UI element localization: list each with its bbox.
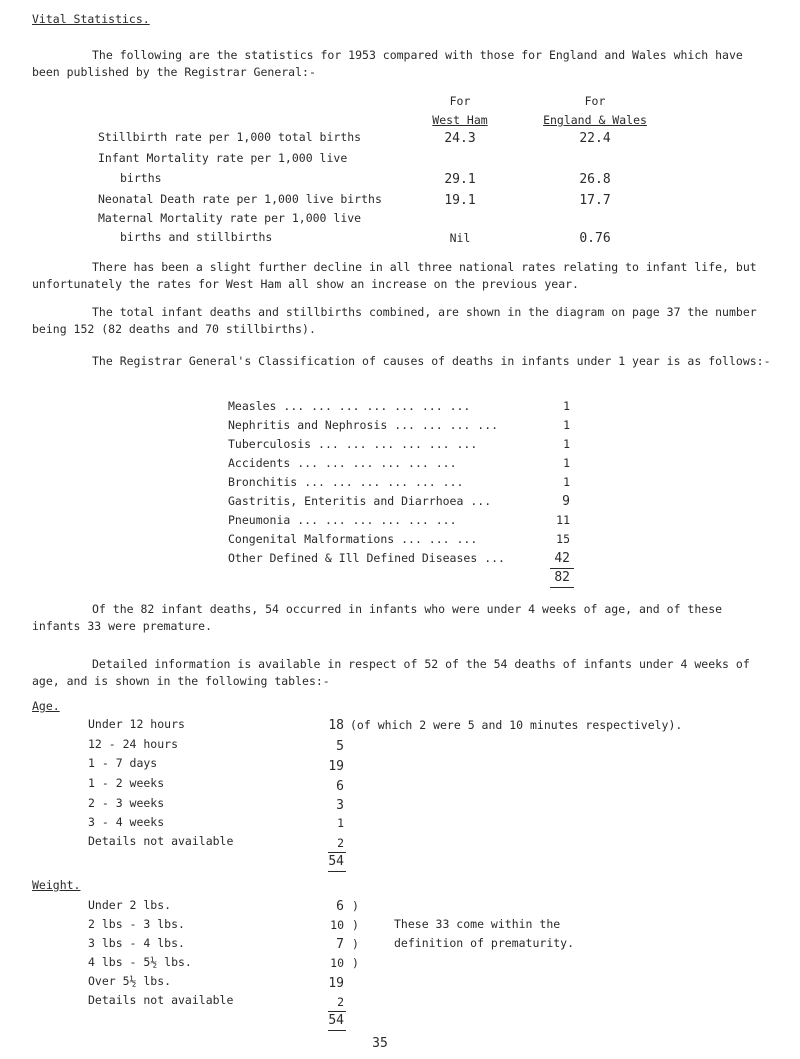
leader-dots: ... ... ... ... ... ...	[297, 456, 457, 470]
weight-row-label: 4 lbs - 5½ lbs.	[88, 955, 192, 969]
weight-heading: Weight.	[32, 878, 81, 892]
list-item	[228, 551, 505, 565]
detailed-paragraph: Detailed information is available in respect of 52 of the 54 deaths of infants under 4 weeks of age, and is shown in the following tables:-	[32, 657, 750, 688]
age-row-count: 1	[337, 816, 344, 830]
prematurity-note-line2: definition of prematurity.	[394, 936, 575, 950]
row-label: Neonatal Death rate per 1,000 live births	[98, 192, 382, 206]
page-number: 35	[372, 1036, 388, 1051]
west-ham-value: Nil	[449, 231, 471, 245]
list-item	[228, 456, 457, 470]
cause-count: 1	[563, 418, 570, 432]
list-item	[228, 437, 477, 451]
list-item	[228, 399, 470, 413]
sum-rule	[328, 1011, 346, 1012]
total-underline	[328, 1030, 346, 1031]
total-underline	[550, 587, 574, 588]
leader-dots: ... ... ... ... ... ...	[304, 475, 464, 489]
cause-count: 9	[562, 494, 570, 509]
row-label: Infant Mortality rate per 1,000 live	[98, 151, 348, 165]
cause-name: Gastritis, Enteritis and Diarrhoea	[228, 494, 464, 508]
weight-row-count: 10	[330, 918, 344, 932]
col1-header-bottom: West Ham	[432, 113, 488, 127]
leader-dots: ... ... ... ... ... ...	[318, 437, 478, 451]
age-row-label: Under 12 hours	[88, 717, 185, 731]
age-row-label: 1 - 7 days	[88, 756, 158, 770]
england-wales-value: 0.76	[579, 231, 611, 246]
list-item	[228, 532, 477, 546]
cause-count: 1	[563, 399, 570, 413]
cause-count: 1	[563, 475, 570, 489]
leader-dots: ...	[470, 494, 492, 508]
weight-row-label: 3 lbs - 4 lbs.	[88, 936, 185, 950]
cause-name: Other Defined & Ill Defined Diseases	[228, 551, 478, 565]
age-row-label: 3 - 4 weeks	[88, 815, 165, 829]
england-wales-value: 17.7	[579, 193, 611, 208]
west-ham-value: 19.1	[444, 193, 476, 208]
age-row-label: 2 - 3 weeks	[88, 796, 165, 810]
list-item	[228, 418, 498, 432]
decline-paragraph: There has been a slight further decline in all three national rates relating to infant life, but unfortunately the rates for West Ham all show an increase on the previous year.	[32, 260, 757, 291]
cause-name: Congenital Malformations	[228, 532, 395, 546]
cause-count: 15	[556, 532, 570, 546]
weight-row-label: Over 5½ lbs.	[88, 974, 172, 988]
england-wales-value: 22.4	[579, 131, 611, 146]
brace: )	[352, 918, 359, 932]
age-row-count: 19	[328, 759, 344, 774]
list-item	[228, 513, 457, 527]
west-ham-value: 24.3	[444, 131, 476, 146]
row-label: Stillbirth rate per 1,000 total births	[98, 130, 362, 144]
total-underline	[328, 871, 346, 872]
age-row-count: 5	[336, 739, 344, 754]
weight-row-label: Under 2 lbs.	[88, 898, 172, 912]
cause-count: 1	[563, 437, 570, 451]
classification-paragraph: The Registrar General's Classification of causes of deaths in infants under 1 year is as follows:-	[92, 354, 771, 368]
leader-dots: ... ... ... ... ... ...	[297, 513, 457, 527]
premature-paragraph: Of the 82 infant deaths, 54 occurred in infants who were under 4 weeks of age, and of these infants 33 were premature.	[32, 602, 723, 633]
weight-row-label: 2 lbs - 3 lbs.	[88, 917, 185, 931]
cause-name: Tuberculosis	[228, 437, 312, 451]
total-deaths-paragraph: The total infant deaths and stillbirths combined, are shown in the diagram on page 37 the number being 152 (82 deaths and 70 stillbirths).	[32, 305, 757, 336]
brace: )	[352, 937, 359, 951]
weight-row-label: Details not available	[88, 993, 234, 1007]
weight-total: 54	[328, 1013, 344, 1028]
weight-row-count: 10	[330, 956, 344, 970]
west-ham-value: 29.1	[444, 172, 476, 187]
sum-rule	[328, 852, 346, 853]
weight-row-count: 6	[336, 899, 344, 914]
age-row-label: 1 - 2 weeks	[88, 776, 165, 790]
prematurity-note-line1: These 33 come within the	[394, 917, 561, 931]
causes-total: 82	[554, 570, 570, 585]
age-heading: Age.	[32, 699, 60, 713]
england-wales-value: 26.8	[579, 172, 611, 187]
cause-name: Pneumonia	[228, 513, 291, 527]
list-item	[228, 475, 463, 489]
cause-name: Nephritis and Nephrosis	[228, 418, 388, 432]
age-row-label: Details not available	[88, 834, 234, 848]
cause-count: 1	[563, 456, 570, 470]
col2-header-bottom: England & Wales	[543, 113, 647, 127]
cause-count: 42	[554, 551, 570, 566]
intro-paragraph: The following are the statistics for 1953 compared with those for England and Wales which have been published by the Registrar General:-	[32, 48, 743, 79]
col2-header-top: For	[584, 94, 606, 108]
brace: )	[352, 899, 359, 913]
leader-dots: ... ... ...	[401, 532, 478, 546]
leader-dots: ... ... ... ...	[394, 418, 499, 432]
age-row-count: 6	[336, 779, 344, 794]
age-total: 54	[328, 854, 344, 869]
weight-row-count: 2	[337, 995, 344, 1009]
age-row-label: 12 - 24 hours	[88, 737, 179, 751]
weight-row-count: 19	[328, 976, 344, 991]
row-label-cont: births and stillbirths	[120, 230, 273, 244]
age-row-count: 18	[328, 718, 344, 733]
row-label: Maternal Mortality rate per 1,000 live	[98, 211, 362, 225]
cause-name: Accidents	[228, 456, 291, 470]
age-row-note: (of which 2 were 5 and 10 minutes respectively).	[350, 718, 683, 732]
page-heading: Vital Statistics.	[32, 12, 150, 26]
row-label-cont: births	[120, 171, 162, 185]
leader-dots: ... ... ... ... ... ... ...	[283, 399, 471, 413]
age-row-count: 3	[336, 798, 344, 813]
cause-name: Measles	[228, 399, 277, 413]
weight-row-count: 7	[336, 937, 344, 952]
leader-dots: ...	[484, 551, 505, 565]
cause-count: 11	[556, 513, 570, 527]
age-row-count: 2	[337, 836, 344, 850]
brace: )	[352, 956, 359, 970]
cause-name: Bronchitis	[228, 475, 298, 489]
sum-rule	[550, 568, 574, 569]
col1-header-top: For	[449, 94, 471, 108]
list-item	[228, 494, 491, 508]
